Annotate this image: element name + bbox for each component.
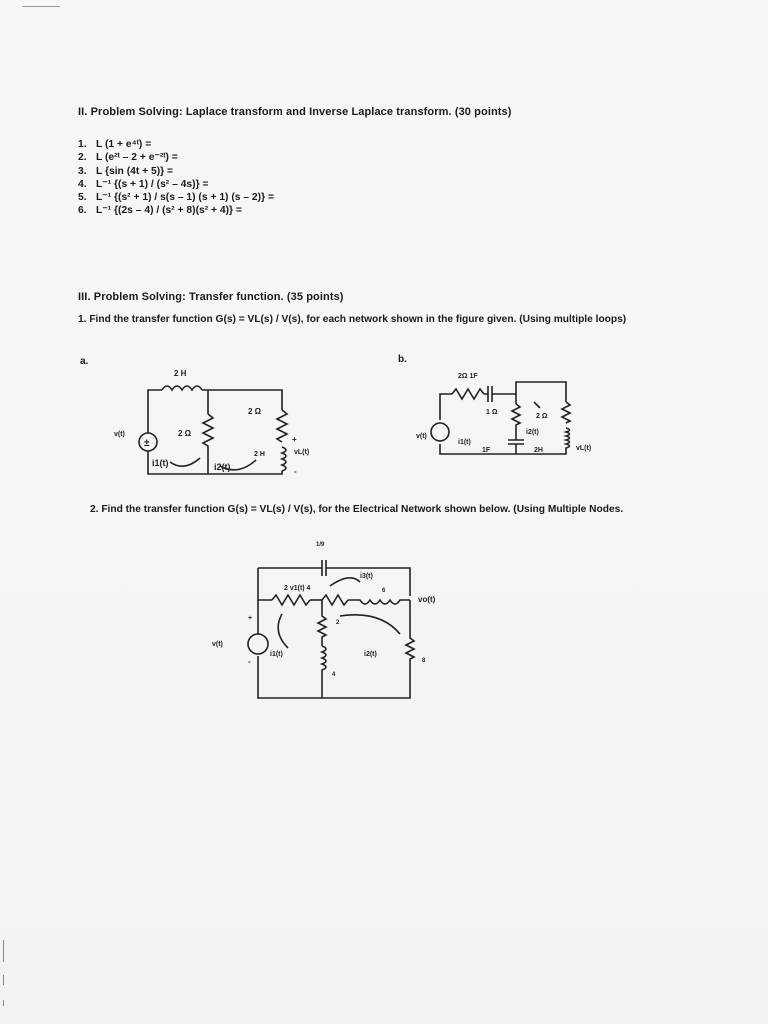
label-source: v(t) (114, 431, 125, 438)
svg-text:vo(t): vo(t) (418, 595, 436, 604)
figure-label-b: b. (398, 354, 407, 365)
svg-text:i1(t): i1(t) (458, 439, 471, 446)
label-top: 2Ω 1F (458, 373, 478, 380)
section-3-title: III. Problem Solving: Transfer function. (35 points) (78, 291, 344, 303)
svg-text:2 v1(t) 4: 2 v1(t) 4 (284, 585, 311, 592)
svg-text:1/9: 1/9 (316, 542, 325, 548)
svg-text:+: + (248, 615, 253, 622)
svg-text:-: - (294, 467, 297, 476)
svg-text:8: 8 (422, 658, 426, 664)
voltage-source-icon (431, 423, 449, 441)
svg-text:vL(t): vL(t) (576, 445, 592, 452)
svg-text:+: + (292, 435, 297, 444)
svg-text:1F: 1F (482, 447, 491, 454)
resistor-left-icon (203, 414, 213, 474)
problem-item: 6. L⁻¹ {(2s – 4) / (s² + 8)(s² + 4)} = (78, 205, 242, 217)
problem-item: 5. L⁻¹ {(s² + 1) / s(s – 1) (s + 1) (s – 2)} = (78, 192, 274, 204)
figure-label-a: a. (80, 356, 89, 367)
svg-text:i2(t): i2(t) (526, 429, 539, 436)
svg-text:v(t): v(t) (416, 433, 427, 440)
resistor-right-icon (562, 402, 570, 423)
scan-noise (3, 940, 4, 962)
question-1-text: 1. Find the transfer function G(s) = VL(s) / V(s), for each network shown in the figure given. (Using multiple loops) (78, 314, 627, 325)
inductor-6-icon (348, 600, 410, 604)
svg-text:i2(t): i2(t) (364, 651, 377, 658)
svg-text:2H: 2H (534, 447, 543, 454)
inductor-2h-top-icon (162, 386, 202, 390)
problem-item: 3. L {sin (4t + 5)} = (78, 165, 174, 177)
problem-item: 2. L (e²ᵗ – 2 + e⁻²ᵗ) = (78, 152, 178, 164)
svg-text:±: ± (144, 438, 150, 449)
label-i2: i2(t) (214, 462, 231, 472)
resistor-top-icon (272, 595, 310, 605)
resistor-top-icon (452, 389, 484, 399)
svg-text:-: - (248, 657, 251, 666)
svg-text:i3(t): i3(t) (360, 573, 373, 580)
inductor-right-icon (282, 447, 286, 471)
resistor-right-icon (277, 410, 287, 442)
svg-text:2: 2 (336, 620, 340, 626)
svg-text:4: 4 (332, 672, 336, 678)
scan-edge-mark (22, 6, 60, 7)
circuit-c-diagram (210, 536, 460, 711)
label-2h-right: 2 H (254, 451, 265, 458)
label-i1: i1(t) (152, 458, 169, 468)
label-2ohm-right: 2 Ω (248, 407, 262, 416)
capacitor-mid-icon (508, 440, 524, 444)
section-2-title: II. Problem Solving: Laplace transform and Inverse Laplace transform. (30 points) (78, 106, 512, 118)
svg-text:1 Ω: 1 Ω (486, 409, 498, 416)
voltage-source-icon (248, 634, 268, 654)
problem-item: 4. L⁻¹ {(s + 1) / (s² – 4s)} = (78, 178, 209, 190)
problem-item: 1. L (1 + e⁴ᵗ) = (78, 139, 152, 150)
resistor-4-icon (322, 595, 348, 605)
label-2h-top: 2 H (174, 369, 187, 378)
laplace-problem-list (78, 138, 274, 218)
capacitor-top-icon (484, 386, 516, 402)
circuit-b-diagram (416, 368, 596, 468)
question-2-text: 2. Find the transfer function G(s) = VL(s) / V(s), for the Electrical Network shown below. (Using Multiple Nodes. (90, 504, 624, 515)
circuit-a-diagram (100, 362, 340, 482)
svg-text:i1(t): i1(t) (270, 651, 283, 658)
label-vl: vL(t) (294, 449, 310, 456)
inductor-mid-icon (322, 646, 326, 698)
scan-noise (3, 1000, 4, 1006)
svg-text:v(t): v(t) (212, 641, 223, 648)
svg-text:6: 6 (382, 588, 386, 594)
label-2ohm-left: 2 Ω (178, 429, 192, 438)
svg-text:2 Ω: 2 Ω (536, 413, 548, 420)
resistor-mid-icon (512, 404, 520, 440)
scan-noise (3, 975, 4, 985)
